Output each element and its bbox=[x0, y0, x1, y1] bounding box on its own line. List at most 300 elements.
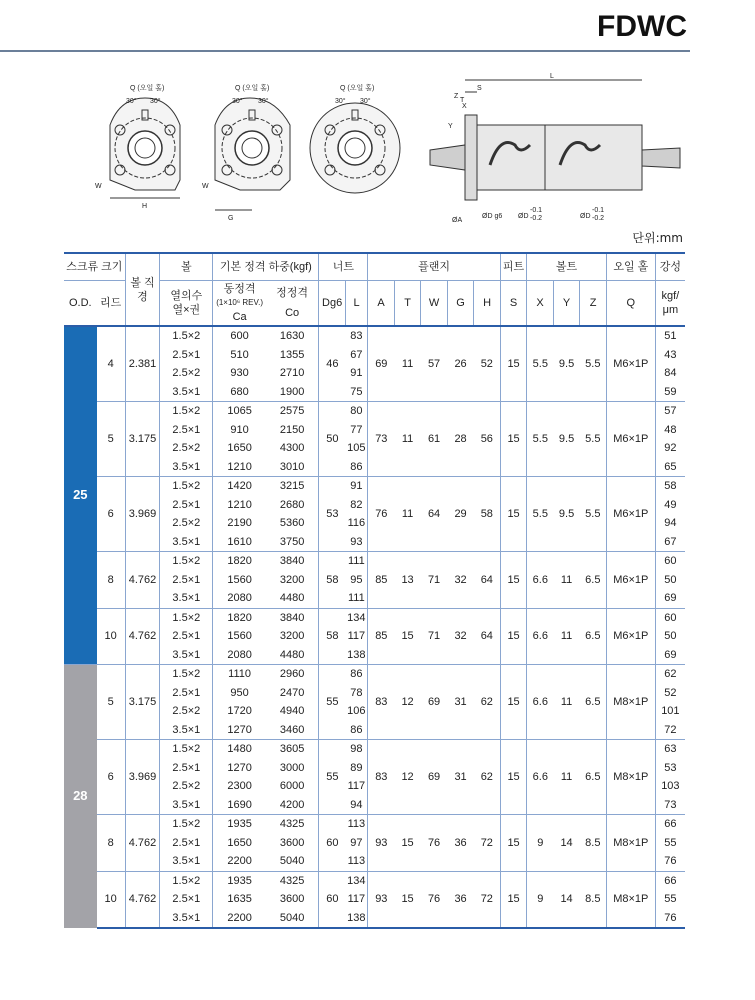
w-cell: 76 bbox=[421, 871, 448, 928]
h-cell: 64 bbox=[474, 608, 501, 665]
circuits-cell bbox=[160, 665, 213, 740]
circuits-cell-value: 2.5×2 bbox=[172, 705, 201, 717]
l-cell-value: 80 bbox=[350, 405, 363, 417]
circuits-cell-value: 1.5×2 bbox=[172, 611, 201, 624]
co-cell-value: 3750 bbox=[279, 535, 305, 548]
co-cell-value: 4940 bbox=[279, 705, 305, 717]
header-q: Q bbox=[606, 281, 655, 327]
flange-view-1 bbox=[110, 98, 180, 198]
t-cell: 12 bbox=[394, 740, 421, 815]
ca-cell-value: 600 bbox=[230, 330, 249, 342]
svg-text:-0.1: -0.1 bbox=[530, 207, 543, 214]
l-cell-value: 138 bbox=[347, 911, 366, 924]
q-cell: M8×1P bbox=[606, 740, 655, 815]
circuits-cell-value: 1.5×2 bbox=[172, 743, 201, 755]
ca-cell bbox=[213, 477, 266, 552]
z-cell: 6.5 bbox=[580, 552, 607, 609]
a-cell: 93 bbox=[368, 815, 395, 872]
circuits-cell-value: 3.5×1 bbox=[172, 798, 201, 811]
ball-dia-cell: 4.762 bbox=[125, 871, 160, 928]
co-cell bbox=[266, 871, 319, 928]
z-cell: 6.5 bbox=[580, 608, 607, 665]
stiff-cell-value: 52 bbox=[664, 686, 677, 699]
ca-cell-value: 1560 bbox=[227, 630, 252, 642]
l-cell-value: 77 bbox=[350, 423, 363, 436]
g-cell: 36 bbox=[447, 815, 474, 872]
ball-dia-cell: 4.762 bbox=[125, 815, 160, 872]
svg-text:W: W bbox=[95, 183, 102, 190]
stiff-cell-value: 65 bbox=[664, 460, 677, 473]
co-cell-value: 3840 bbox=[279, 555, 305, 567]
s-cell: 15 bbox=[500, 665, 527, 740]
co-cell bbox=[266, 608, 319, 665]
w-cell: 71 bbox=[421, 552, 448, 609]
s-cell: 15 bbox=[500, 608, 527, 665]
y-cell: 9.5 bbox=[553, 326, 580, 402]
co-cell-value: 4300 bbox=[279, 442, 305, 454]
svg-text:ØD g6: ØD g6 bbox=[482, 213, 503, 220]
flange-view-2 bbox=[215, 98, 290, 210]
header-l: L bbox=[345, 281, 367, 327]
x-cell: 9 bbox=[527, 815, 554, 872]
co-cell-value: 2710 bbox=[279, 367, 305, 379]
svg-text:ØD: ØD bbox=[518, 213, 529, 220]
header-t: T bbox=[394, 281, 421, 327]
stiff-cell-value: 92 bbox=[664, 442, 677, 454]
co-cell-value: 3010 bbox=[279, 460, 305, 473]
s-cell: 15 bbox=[500, 402, 527, 477]
co-cell-value: 4480 bbox=[279, 648, 305, 661]
y-cell: 14 bbox=[553, 815, 580, 872]
l-cell bbox=[345, 402, 367, 477]
co-cell-value: 4200 bbox=[279, 798, 305, 811]
stiff-cell bbox=[655, 552, 685, 609]
co-cell-value: 3605 bbox=[279, 743, 305, 755]
l-cell-value: 97 bbox=[350, 836, 363, 849]
l-cell bbox=[345, 815, 367, 872]
circuits-cell bbox=[160, 740, 213, 815]
ca-cell-value: 1270 bbox=[227, 761, 252, 774]
co-cell bbox=[266, 477, 319, 552]
svg-text:Y: Y bbox=[448, 123, 453, 130]
w-cell: 76 bbox=[421, 815, 448, 872]
t-cell: 12 bbox=[394, 665, 421, 740]
co-cell bbox=[266, 815, 319, 872]
ca-cell-value: 1690 bbox=[227, 798, 252, 811]
co-cell-value: 3000 bbox=[279, 761, 305, 774]
l-cell bbox=[345, 740, 367, 815]
circuits-cell-value: 3.5×1 bbox=[172, 385, 201, 398]
ca-cell-value: 1210 bbox=[227, 460, 252, 473]
l-cell bbox=[345, 326, 367, 402]
circuits-cell-value: 2.5×2 bbox=[172, 517, 201, 529]
co-cell-value: 5040 bbox=[279, 911, 305, 924]
lead-cell: 8 bbox=[97, 552, 126, 609]
co-cell-value: 4325 bbox=[279, 874, 305, 887]
circuits-cell-value: 1.5×2 bbox=[172, 818, 201, 830]
stiff-cell-value: 63 bbox=[664, 743, 677, 755]
ca-cell bbox=[213, 326, 266, 402]
ca-cell-value: 2300 bbox=[227, 780, 252, 792]
z-cell: 5.5 bbox=[580, 402, 607, 477]
l-cell-value: 111 bbox=[347, 592, 365, 604]
circuits-cell-value: 3.5×1 bbox=[172, 911, 201, 924]
co-cell-value: 5360 bbox=[279, 517, 305, 529]
l-cell-value: 82 bbox=[350, 498, 363, 511]
l-cell-value: 67 bbox=[350, 348, 363, 361]
svg-text:L: L bbox=[550, 73, 554, 80]
flange-view-3 bbox=[310, 103, 400, 193]
g-cell: 29 bbox=[447, 477, 474, 552]
header-ball: 볼 bbox=[160, 253, 213, 281]
co-cell-value: 4325 bbox=[279, 818, 305, 830]
stiff-cell-value: 101 bbox=[661, 705, 680, 717]
header-x: X bbox=[527, 281, 554, 327]
g-cell: 31 bbox=[447, 740, 474, 815]
co-cell-value: 5040 bbox=[279, 855, 305, 867]
a-cell: 73 bbox=[368, 402, 395, 477]
lead-cell: 10 bbox=[97, 871, 126, 928]
page-title: FDWC bbox=[597, 10, 687, 43]
stiff-cell bbox=[655, 665, 685, 740]
dg6-cell: 58 bbox=[319, 552, 346, 609]
l-cell-value: 111 bbox=[347, 555, 365, 567]
co-cell-value: 3200 bbox=[279, 573, 305, 586]
l-cell-value: 105 bbox=[347, 442, 366, 454]
ca-cell-value: 1560 bbox=[227, 573, 252, 586]
header-bolt: 볼트 bbox=[527, 253, 607, 281]
circuits-cell-value: 3.5×1 bbox=[172, 723, 201, 736]
co-cell-value: 2680 bbox=[279, 498, 305, 511]
circuits-cell bbox=[160, 402, 213, 477]
header-nut: 너트 bbox=[319, 253, 368, 281]
l-cell bbox=[345, 477, 367, 552]
circuits-cell-value: 2.5×2 bbox=[172, 442, 201, 454]
stiff-cell bbox=[655, 871, 685, 928]
svg-text:30°: 30° bbox=[258, 98, 269, 105]
svg-text:Q (오일 홀): Q (오일 홀) bbox=[235, 85, 270, 92]
stiff-cell-value: 50 bbox=[664, 630, 677, 642]
spec-table bbox=[64, 252, 685, 929]
header-lead: 리드 bbox=[97, 281, 126, 327]
circuits-cell-value: 3.5×1 bbox=[172, 855, 201, 867]
lead-cell: 5 bbox=[97, 402, 126, 477]
header-dynamic-label: 동정격 bbox=[223, 283, 256, 295]
circuits-cell-value: 3.5×1 bbox=[172, 648, 201, 661]
l-cell bbox=[345, 871, 367, 928]
w-cell: 71 bbox=[421, 608, 448, 665]
lead-cell: 6 bbox=[97, 477, 126, 552]
ca-cell-value: 2080 bbox=[227, 592, 252, 604]
s-cell: 15 bbox=[500, 552, 527, 609]
stiff-cell-value: 103 bbox=[661, 780, 680, 792]
g-cell: 32 bbox=[447, 608, 474, 665]
q-cell: M8×1P bbox=[606, 815, 655, 872]
ca-cell-value: 930 bbox=[230, 367, 249, 379]
stiff-cell bbox=[655, 608, 685, 665]
header-z: Z bbox=[580, 281, 607, 327]
s-cell: 15 bbox=[500, 740, 527, 815]
h-cell: 64 bbox=[474, 552, 501, 609]
l-cell-value: 86 bbox=[350, 460, 363, 473]
ball-dia-cell: 4.762 bbox=[125, 608, 160, 665]
stiff-cell bbox=[655, 815, 685, 872]
q-cell: M6×1P bbox=[606, 477, 655, 552]
co-cell-value: 3600 bbox=[279, 836, 305, 849]
circuits-cell bbox=[160, 477, 213, 552]
stiff-cell-value: 69 bbox=[664, 648, 677, 661]
w-cell: 61 bbox=[421, 402, 448, 477]
circuits-cell-value: 3.5×1 bbox=[172, 592, 201, 604]
z-cell: 8.5 bbox=[580, 815, 607, 872]
lead-cell: 5 bbox=[97, 665, 126, 740]
x-cell: 6.6 bbox=[527, 740, 554, 815]
x-cell: 5.5 bbox=[527, 402, 554, 477]
svg-text:G: G bbox=[228, 215, 234, 222]
g-cell: 31 bbox=[447, 665, 474, 740]
svg-text:30°: 30° bbox=[335, 98, 346, 105]
svg-text:-0.2: -0.2 bbox=[530, 215, 543, 222]
g-cell: 36 bbox=[447, 871, 474, 928]
w-cell: 69 bbox=[421, 740, 448, 815]
svg-text:X: X bbox=[462, 103, 467, 110]
l-cell-value: 86 bbox=[350, 668, 363, 680]
z-cell: 6.5 bbox=[580, 740, 607, 815]
svg-text:Q (오일 홀): Q (오일 홀) bbox=[340, 85, 375, 92]
stiff-cell-value: 58 bbox=[664, 480, 677, 492]
l-cell-value: 86 bbox=[350, 723, 363, 736]
x-cell: 6.6 bbox=[527, 608, 554, 665]
circuits-cell bbox=[160, 608, 213, 665]
t-cell: 15 bbox=[394, 871, 421, 928]
ca-cell-value: 1270 bbox=[227, 723, 252, 736]
header-flange: 플랜지 bbox=[368, 253, 501, 281]
svg-text:ØA: ØA bbox=[452, 217, 463, 224]
l-cell-value: 117 bbox=[347, 630, 366, 642]
l-cell-value: 75 bbox=[350, 385, 363, 398]
s-cell: 15 bbox=[500, 477, 527, 552]
header-od: O.D. bbox=[64, 281, 97, 327]
stiff-cell-value: 76 bbox=[664, 911, 677, 924]
z-cell: 8.5 bbox=[580, 871, 607, 928]
co-cell-value: 3215 bbox=[279, 480, 305, 492]
svg-text:-0.1: -0.1 bbox=[592, 207, 605, 214]
dg6-cell: 55 bbox=[319, 740, 346, 815]
svg-text:W: W bbox=[202, 183, 209, 190]
circuits-cell bbox=[160, 552, 213, 609]
co-cell-value: 2960 bbox=[279, 668, 305, 680]
w-cell: 64 bbox=[421, 477, 448, 552]
h-cell: 52 bbox=[474, 326, 501, 402]
ca-cell-value: 680 bbox=[230, 385, 249, 398]
table-row bbox=[64, 608, 685, 665]
stiff-cell-value: 60 bbox=[664, 611, 677, 624]
title-divider bbox=[0, 50, 690, 52]
y-cell: 9.5 bbox=[553, 402, 580, 477]
ca-cell-value: 2190 bbox=[227, 517, 252, 529]
a-cell: 85 bbox=[368, 552, 395, 609]
circuits-cell-value: 2.5×1 bbox=[172, 348, 201, 361]
circuits-cell-value: 1.5×2 bbox=[172, 480, 201, 492]
header-static-label: 정정격 bbox=[276, 287, 309, 299]
h-cell: 62 bbox=[474, 665, 501, 740]
svg-text:T: T bbox=[460, 97, 465, 104]
co-cell-value: 3200 bbox=[279, 630, 305, 642]
circuits-cell-value: 2.5×1 bbox=[172, 573, 201, 586]
ball-dia-cell: 3.969 bbox=[125, 477, 160, 552]
l-cell bbox=[345, 552, 367, 609]
l-cell-value: 91 bbox=[350, 480, 363, 492]
a-cell: 83 bbox=[368, 665, 395, 740]
circuits-cell-value: 1.5×2 bbox=[172, 874, 201, 887]
header-ca: Ca bbox=[232, 311, 247, 323]
stiff-cell-value: 50 bbox=[664, 573, 677, 586]
ball-dia-cell: 3.175 bbox=[125, 402, 160, 477]
ca-cell-value: 910 bbox=[230, 423, 249, 436]
header-s: S bbox=[500, 281, 527, 327]
header-load: 기본 정격 하중(kgf) bbox=[213, 253, 319, 281]
ca-cell-value: 1480 bbox=[227, 743, 252, 755]
svg-text:H: H bbox=[142, 203, 148, 210]
header-ball-dia: 볼 직경 bbox=[125, 253, 160, 326]
header-circuits: 열의수 열×권 bbox=[160, 281, 213, 327]
x-cell: 9 bbox=[527, 871, 554, 928]
l-cell-value: 98 bbox=[350, 743, 363, 755]
table-row bbox=[64, 871, 685, 928]
svg-text:30°: 30° bbox=[232, 98, 243, 105]
circuits-cell-value: 1.5×2 bbox=[172, 555, 201, 567]
l-cell-value: 95 bbox=[350, 573, 363, 586]
circuits-cell-value: 2.5×1 bbox=[172, 686, 201, 699]
header-oil: 오일 홀 bbox=[606, 253, 655, 281]
ca-cell-value: 1635 bbox=[227, 893, 252, 905]
stiff-cell-value: 59 bbox=[664, 385, 677, 398]
od-cell: 25 bbox=[64, 326, 97, 665]
circuits-cell bbox=[160, 871, 213, 928]
unit-label: 단위:mm bbox=[632, 231, 683, 245]
circuits-cell-value: 2.5×1 bbox=[172, 498, 201, 511]
stiff-cell-value: 66 bbox=[664, 818, 677, 830]
svg-text:ØD: ØD bbox=[580, 213, 591, 220]
table-row bbox=[64, 665, 685, 740]
svg-text:30°: 30° bbox=[360, 98, 371, 105]
q-cell: M6×1P bbox=[606, 326, 655, 402]
t-cell: 11 bbox=[394, 326, 421, 402]
co-cell-value: 3840 bbox=[279, 611, 305, 624]
table-row bbox=[64, 326, 685, 402]
ca-cell bbox=[213, 552, 266, 609]
ca-cell-value: 1210 bbox=[227, 498, 252, 511]
l-cell-value: 117 bbox=[347, 780, 366, 792]
y-cell: 14 bbox=[553, 871, 580, 928]
q-cell: M8×1P bbox=[606, 871, 655, 928]
co-cell-value: 1630 bbox=[279, 330, 305, 342]
svg-text:Z: Z bbox=[454, 93, 459, 100]
svg-text:30°: 30° bbox=[126, 98, 137, 105]
y-cell: 11 bbox=[553, 740, 580, 815]
co-cell-value: 1900 bbox=[279, 385, 305, 398]
ball-dia-cell: 3.175 bbox=[125, 665, 160, 740]
s-cell: 15 bbox=[500, 871, 527, 928]
co-cell bbox=[266, 665, 319, 740]
stiff-cell-value: 55 bbox=[664, 836, 677, 849]
x-cell: 6.6 bbox=[527, 552, 554, 609]
svg-text:Q (오일 홀): Q (오일 홀) bbox=[130, 85, 165, 92]
l-cell-value: 134 bbox=[347, 611, 366, 624]
header-stiff-unit: kgf/μm bbox=[655, 281, 685, 327]
y-cell: 11 bbox=[553, 608, 580, 665]
h-cell: 56 bbox=[474, 402, 501, 477]
stiff-cell-value: 55 bbox=[664, 893, 677, 905]
w-cell: 57 bbox=[421, 326, 448, 402]
co-cell bbox=[266, 326, 319, 402]
stiff-cell-value: 62 bbox=[664, 668, 677, 680]
stiff-cell-value: 73 bbox=[664, 798, 677, 811]
stiff-cell-value: 84 bbox=[664, 367, 677, 379]
table-row bbox=[64, 552, 685, 609]
s-cell: 15 bbox=[500, 326, 527, 402]
od-cell: 28 bbox=[64, 665, 97, 929]
circuits-cell-value: 3.5×1 bbox=[172, 460, 201, 473]
ca-cell-value: 1420 bbox=[227, 480, 252, 492]
flange-nut-diagram bbox=[90, 70, 690, 230]
co-cell-value: 2575 bbox=[279, 405, 305, 417]
g-cell: 26 bbox=[447, 326, 474, 402]
circuits-cell-value: 2.5×1 bbox=[172, 630, 201, 642]
header-fit: 피트 bbox=[500, 253, 527, 281]
ca-cell-value: 1610 bbox=[227, 535, 252, 548]
stiff-cell bbox=[655, 402, 685, 477]
q-cell: M6×1P bbox=[606, 402, 655, 477]
a-cell: 76 bbox=[368, 477, 395, 552]
header-h: H bbox=[474, 281, 501, 327]
dg6-cell: 55 bbox=[319, 665, 346, 740]
ca-cell bbox=[213, 871, 266, 928]
stiff-cell bbox=[655, 326, 685, 402]
ca-cell bbox=[213, 815, 266, 872]
ca-cell-value: 1110 bbox=[228, 668, 252, 680]
co-cell-value: 2470 bbox=[279, 686, 305, 699]
circuits-cell-value: 2.5×1 bbox=[172, 836, 201, 849]
stiff-cell-value: 60 bbox=[664, 555, 677, 567]
t-cell: 11 bbox=[394, 477, 421, 552]
header-dg6: Dg6 bbox=[319, 281, 346, 327]
stiff-cell bbox=[655, 740, 685, 815]
ca-cell bbox=[213, 402, 266, 477]
z-cell: 5.5 bbox=[580, 326, 607, 402]
header-co: Co bbox=[285, 307, 300, 319]
h-cell: 62 bbox=[474, 740, 501, 815]
table-row bbox=[64, 477, 685, 552]
circuits-cell-value: 2.5×1 bbox=[172, 423, 201, 436]
svg-text:-0.2: -0.2 bbox=[592, 215, 605, 222]
table-row bbox=[64, 402, 685, 477]
circuits-cell-value: 2.5×2 bbox=[172, 780, 201, 792]
circuits-cell bbox=[160, 326, 213, 402]
h-cell: 72 bbox=[474, 871, 501, 928]
t-cell: 13 bbox=[394, 552, 421, 609]
ball-dia-cell: 3.969 bbox=[125, 740, 160, 815]
y-cell: 9.5 bbox=[553, 477, 580, 552]
svg-text:30°: 30° bbox=[150, 98, 161, 105]
dg6-cell: 50 bbox=[319, 402, 346, 477]
side-view bbox=[430, 80, 680, 200]
header-stiff: 강성 bbox=[655, 253, 685, 281]
co-cell-value: 2150 bbox=[279, 423, 305, 436]
lead-cell: 8 bbox=[97, 815, 126, 872]
stiff-cell-value: 51 bbox=[664, 330, 677, 342]
circuits-cell-value: 2.5×1 bbox=[172, 893, 201, 905]
